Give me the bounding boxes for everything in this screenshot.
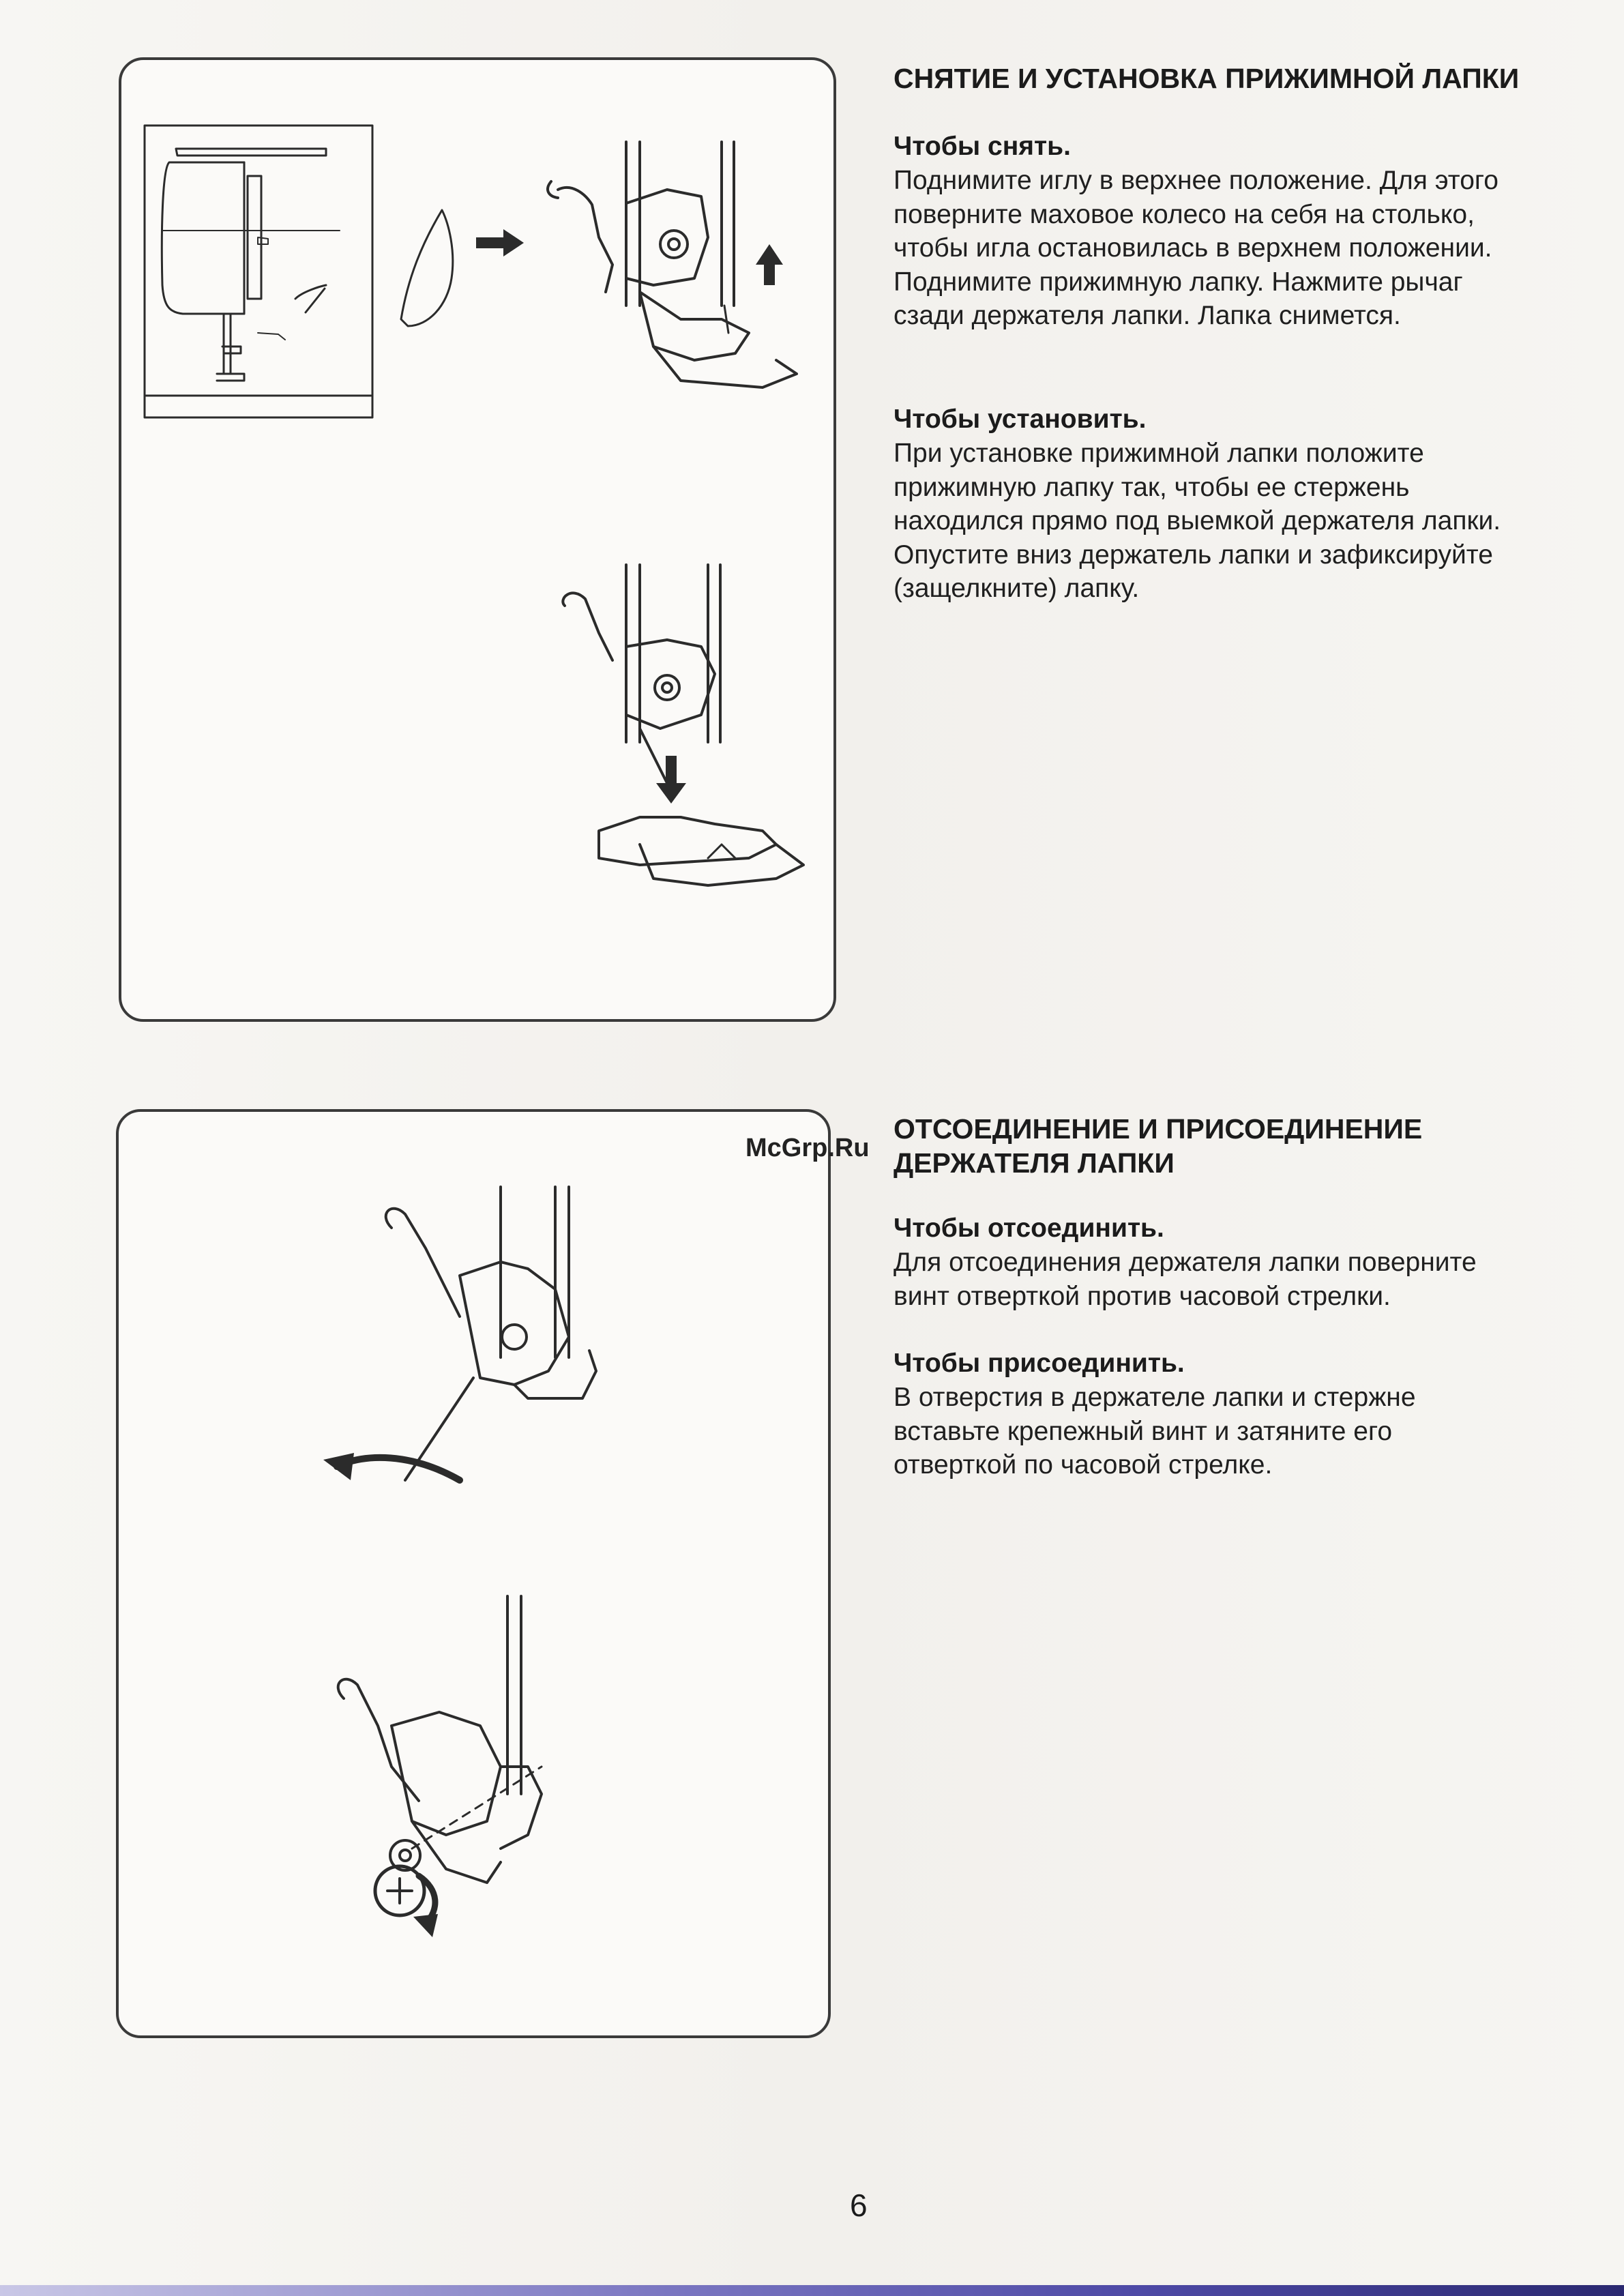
section-remove-install-foot — [894, 61, 1596, 95]
down-arrow-icon — [656, 756, 686, 804]
attach-instructions — [894, 1346, 1596, 1482]
install-line-2: прижимную лапку так, чтобы ее стержень — [894, 472, 1410, 502]
fingertip-shape — [401, 210, 453, 326]
install-instructions — [894, 402, 1596, 606]
presser-foot-removal-diagram — [121, 60, 839, 1025]
rotate-counterclockwise-arrow — [337, 1458, 460, 1480]
section1-title: СНЯТИЕ И УСТАНОВКА ПРИЖИМНОЙ ЛАПКИ — [894, 63, 1520, 94]
presser-foot-illustration-panel — [119, 57, 836, 1022]
detach-line-1: Для отсоединения держателя лапки поверните — [894, 1248, 1477, 1277]
remove-line-5: сзади держателя лапки. Лапка снимется. — [894, 301, 1401, 330]
remove-instructions — [894, 130, 1596, 333]
site-watermark: McGrp.Ru — [745, 1134, 870, 1162]
remove-line-2: поверните маховое колесо на себя на столько, — [894, 199, 1475, 229]
push-arrow-icon — [476, 229, 524, 256]
foot-holder-illustration-panel — [116, 1109, 831, 2038]
detach-instructions — [894, 1211, 1596, 1313]
install-line-5: (защелкните) лапку. — [894, 574, 1140, 603]
rotate-arrow-head-left-icon — [323, 1453, 354, 1480]
rotate-arrow-head-down-icon — [413, 1914, 438, 1937]
machine-inset-figure — [145, 126, 372, 417]
remove-line-1: Поднимите иглу в верхнее положение. Для этого — [894, 166, 1498, 195]
scan-edge-strip — [0, 2285, 1624, 2296]
install-line-3: находился прямо под выемкой держателя лапки. — [894, 506, 1501, 535]
section2-title-line-2: ДЕРЖАТЕЛЯ ЛАПКИ — [894, 1147, 1175, 1179]
holder-lower-figure — [338, 1596, 542, 1883]
up-arrow-icon — [756, 244, 783, 285]
foot-holder-bottom — [563, 565, 720, 783]
holder-upper-figure — [386, 1187, 596, 1480]
attach-line-2: вставьте крепежный винт и затяните его — [894, 1416, 1393, 1446]
section2-title-line-1: ОТСОЕДИНЕНИЕ И ПРИСОЕДИНЕНИЕ — [894, 1113, 1423, 1145]
remove-line-3: чтобы игла остановилась в верхнем положении. — [894, 233, 1492, 263]
page-number: 6 — [850, 2188, 868, 2223]
install-heading: Чтобы установить. — [894, 404, 1147, 434]
install-line-4: Опустите вниз держатель лапки и зафиксируйте — [894, 540, 1493, 570]
presser-foot-shape — [599, 817, 803, 885]
install-line-1: При установке прижимной лапки положите — [894, 439, 1424, 468]
remove-heading: Чтобы снять. — [894, 132, 1071, 161]
remove-line-4: Поднимите прижимную лапку. Нажмите рычаг — [894, 267, 1463, 297]
attach-line-3: отверткой по часовой стрелке. — [894, 1450, 1273, 1480]
foot-holder-detach-diagram — [119, 1112, 833, 2041]
attach-line-1: В отверстия в держателе лапки и стержне — [894, 1383, 1416, 1412]
section-foot-holder — [894, 1112, 1596, 1180]
detach-heading: Чтобы отсоединить. — [894, 1213, 1164, 1243]
detach-line-2: винт отверткой против часовой стрелки. — [894, 1281, 1391, 1311]
attach-heading: Чтобы присоединить. — [894, 1349, 1185, 1378]
